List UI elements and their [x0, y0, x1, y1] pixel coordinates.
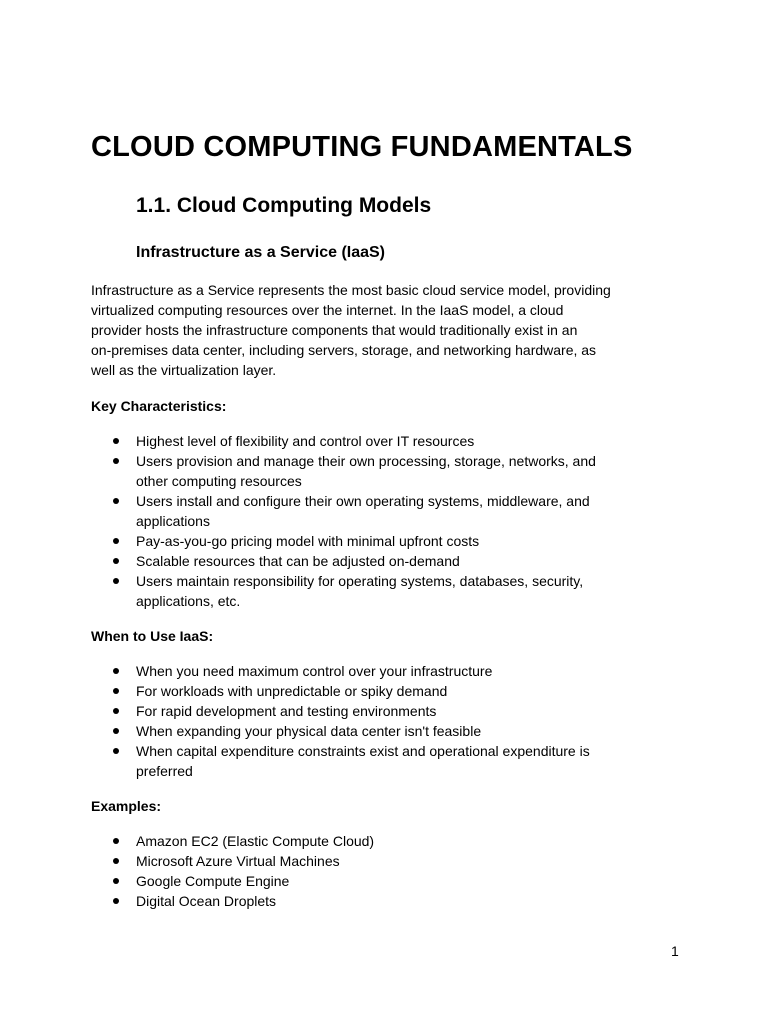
- list-item: [91, 551, 691, 571]
- list-item-text: other computing resources: [136, 473, 302, 489]
- list-item: [91, 851, 691, 871]
- page-number: 1: [671, 943, 679, 959]
- when-to-use-label: When to Use IaaS:: [91, 628, 214, 644]
- bullet-icon: [113, 838, 119, 844]
- bullet-icon: [113, 668, 119, 674]
- list-item: [91, 871, 691, 891]
- section-heading: 1.1. Cloud Computing Models: [136, 194, 432, 217]
- list-item: [91, 661, 691, 681]
- list-item: [91, 721, 691, 741]
- bullet-icon: [113, 858, 119, 864]
- list-item: [91, 431, 691, 451]
- examples-list: [91, 831, 691, 911]
- list-item-text: Amazon EC2 (Elastic Compute Cloud): [136, 833, 375, 849]
- bullet-icon: [113, 878, 119, 884]
- list-item-text: Users install and configure their own operating systems, middleware, and: [136, 493, 590, 509]
- list-item: [91, 571, 691, 611]
- document-title: CLOUD COMPUTING FUNDAMENTALS: [91, 131, 633, 163]
- list-item-text: applications: [136, 513, 210, 529]
- key-characteristics-label: Key Characteristics:: [91, 398, 227, 414]
- bullet-icon: [113, 898, 119, 904]
- intro-line: provider hosts the infrastructure components that would traditionally exist in an: [91, 322, 578, 338]
- list-item-text: For workloads with unpredictable or spiky demand: [136, 683, 448, 699]
- intro-line: virtualized computing resources over the internet. In the IaaS model, a cloud: [91, 302, 564, 318]
- list-item-text: applications, etc.: [136, 593, 241, 609]
- list-item: [91, 701, 691, 721]
- intro-paragraph: [91, 280, 681, 380]
- list-item-text: Users maintain responsibility for operating systems, databases, security,: [136, 573, 584, 589]
- list-item-text: Pay-as-you-go pricing model with minimal upfront costs: [136, 533, 480, 549]
- list-item-text: When expanding your physical data center isn't feasible: [136, 723, 482, 739]
- examples-label: Examples:: [91, 798, 162, 814]
- when-to-use-list: [91, 661, 691, 781]
- bullet-icon: [113, 728, 119, 734]
- list-item: [91, 741, 691, 781]
- list-item-text: Digital Ocean Droplets: [136, 893, 277, 909]
- bullet-icon: [113, 708, 119, 714]
- list-item-text: When you need maximum control over your infrastructure: [136, 663, 493, 679]
- bullet-icon: [113, 558, 119, 564]
- bullet-icon: [113, 458, 119, 464]
- list-item: [91, 491, 691, 531]
- list-item: [91, 891, 691, 911]
- list-item-text: For rapid development and testing environments: [136, 703, 437, 719]
- list-item: [91, 681, 691, 701]
- intro-line: well as the virtualization layer.: [91, 362, 277, 378]
- list-item-text: When capital expenditure constraints exist and operational expenditure is: [136, 743, 590, 759]
- intro-line: on-premises data center, including servers, storage, and networking hardware, as: [91, 342, 597, 358]
- list-item: [91, 831, 691, 851]
- key-characteristics-list: [91, 431, 691, 611]
- bullet-icon: [113, 498, 119, 504]
- list-item: [91, 531, 691, 551]
- bullet-icon: [113, 438, 119, 444]
- intro-line: Infrastructure as a Service represents the most basic cloud service model, providing: [91, 282, 611, 298]
- bullet-icon: [113, 578, 119, 584]
- list-item-text: Microsoft Azure Virtual Machines: [136, 853, 340, 869]
- list-item-text: preferred: [136, 763, 193, 779]
- list-item-text: Highest level of flexibility and control over IT resources: [136, 433, 475, 449]
- bullet-icon: [113, 538, 119, 544]
- list-item: [91, 451, 691, 491]
- list-item-text: Scalable resources that can be adjusted on-demand: [136, 553, 460, 569]
- bullet-icon: [113, 748, 119, 754]
- list-item-text: Users provision and manage their own processing, storage, networks, and: [136, 453, 596, 469]
- bullet-icon: [113, 688, 119, 694]
- list-item-text: Google Compute Engine: [136, 873, 290, 889]
- subsection-heading: Infrastructure as a Service (IaaS): [136, 244, 386, 261]
